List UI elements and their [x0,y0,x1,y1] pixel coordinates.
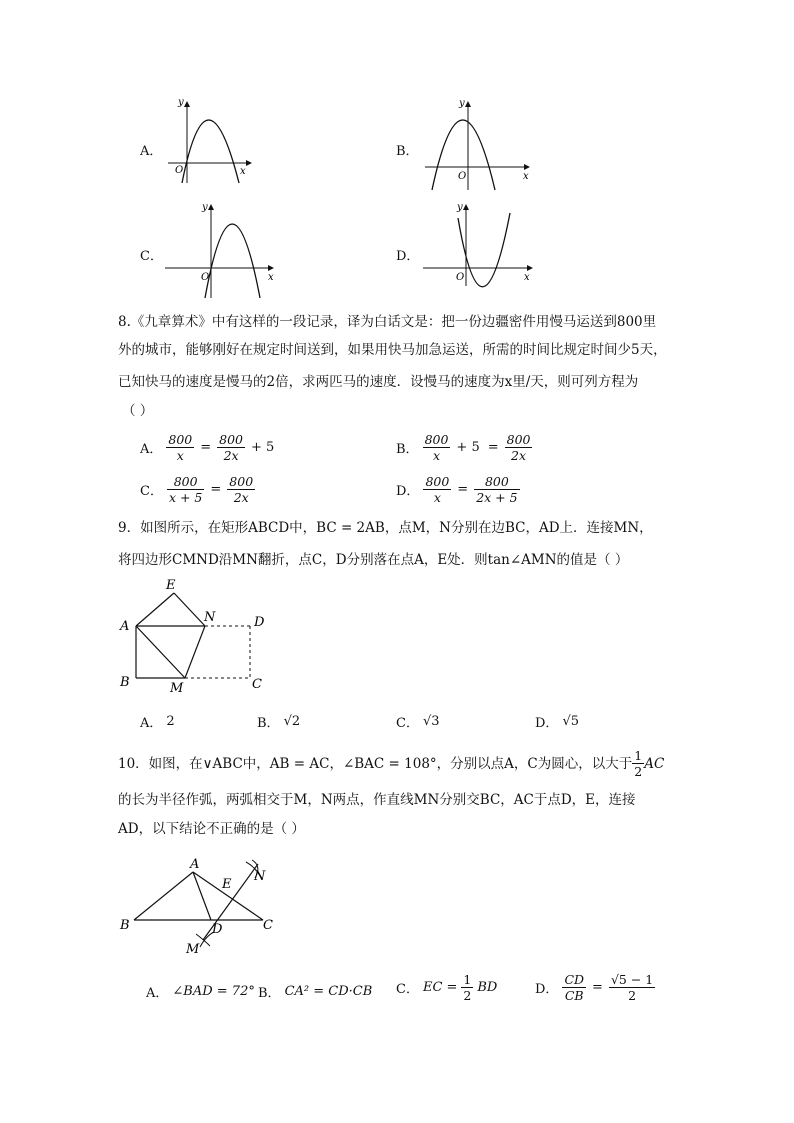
q8-line-2: 外的城市，能够刚好在规定时间送到，如果用快马加急运送，所需的时间比规定时间少5天， [118,342,667,358]
q7-d-origin-label: O [456,272,465,283]
q7-option-b-label[interactable]: B． [396,144,419,159]
q8-option-d[interactable]: D． $\frac{800}{x}$ = $\frac{800}{2x + 5}$ [396,474,518,505]
q10-option-a[interactable]: A． ∠BAD = 72° [146,984,255,1001]
q8-line-4: （ ） [122,403,154,419]
q10-line-2: 的长为半径作弧，两弧相交于M，N两点，作直线MN分别交BC，AC于点D，E，连接 [118,792,636,808]
q10-option-b[interactable]: B． CA² = CD·CB [258,984,373,1001]
q10-label-d: D [212,922,223,937]
q7-graph-c[interactable] [160,198,280,303]
q9-label-c: C [252,677,262,692]
q7-a-x-label: x [240,166,246,177]
q9-option-a[interactable]: A． 2 [140,714,175,731]
q7-c-x-label: x [268,272,274,283]
q7-d-y-label: y [457,202,463,213]
q10-option-d[interactable]: D． $\frac{CD}{CB}$ = $\frac{√5 - 1}{2}$ [535,972,654,1003]
q7-b-origin-label: O [458,171,467,182]
q7-option-c-label[interactable]: C． [140,249,163,264]
q9-label-a: A [120,619,130,634]
q7-option-d-label[interactable]: D． [396,249,420,264]
q9-option-b[interactable]: B． √2 [257,714,301,731]
q8-option-c[interactable]: C． $\frac{800}{x + 5}$ = $\frac{800}{2x}$ [140,474,254,505]
q10-figure [112,852,292,962]
q7-a-origin-label: O [175,165,184,176]
q10-label-m: M [186,942,200,957]
q7-a-y-label: y [178,97,184,108]
q9-label-b: B [120,675,130,690]
q9-label-e: E [166,578,176,593]
q7-c-origin-label: O [201,272,210,283]
q10-label-b: B [120,918,130,933]
q8-line-3: 已知快马的速度是慢马的2倍，求两匹马的速度．设慢马的速度为x里/天，则可列方程为 [118,374,639,390]
q10-option-c[interactable]: C． EC = $\frac{1}{2}$ BD [396,972,498,1003]
q9-figure [112,575,282,695]
q7-graph-d[interactable] [420,198,540,288]
q8-option-b[interactable]: B． $\frac{800}{x}$ + 5 = $\frac{800}{2x}$ [396,432,531,463]
q10-label-e: E [222,877,232,892]
q7-graph-b[interactable] [420,95,535,195]
q7-b-y-label: y [459,98,465,109]
q10-line-3: AD，以下结论不正确的是（ ） [118,821,305,837]
q9-label-d: D [254,615,265,630]
q10-label-c: C [263,918,273,933]
q7-option-a-label[interactable]: A． [140,144,163,159]
q8-line-1: 8.《九章算术》中有这样的一段记录，译为白话文是：把一份边疆密件用慢马运送到800里 [118,314,657,330]
q7-b-x-label: x [523,171,529,182]
q9-line-1: 9．如图所示，在矩形ABCD中，BC = 2AB，点M，N分别在边BC，AD上．连接MN， [118,520,653,536]
q9-line-2: 将四边形CMND沿MN翻折，点C，D分别落在点A，E处．则tan∠AMN的值是（ ） [118,552,629,568]
q10-line-1: 10．如图，在∨ABC中，AB = AC，∠BAC = 108°，分别以点A，C为圆心，以大于 $\frac{1}{2}$ AC [118,748,665,779]
q7-graph-a[interactable] [160,95,260,185]
q7-c-y-label: y [202,202,208,213]
q7-d-x-label: x [524,272,530,283]
q9-option-c[interactable]: C． √3 [396,714,440,731]
q9-label-n: N [204,610,216,625]
q8-option-a[interactable]: A． $\frac{800}{x}$ = $\frac{800}{2x}$ + 5 [140,432,275,463]
q9-option-d[interactable]: D． √5 [535,714,579,731]
q10-label-n: N [254,869,266,884]
q10-label-a: A [190,857,200,872]
q9-label-m: M [170,681,184,695]
